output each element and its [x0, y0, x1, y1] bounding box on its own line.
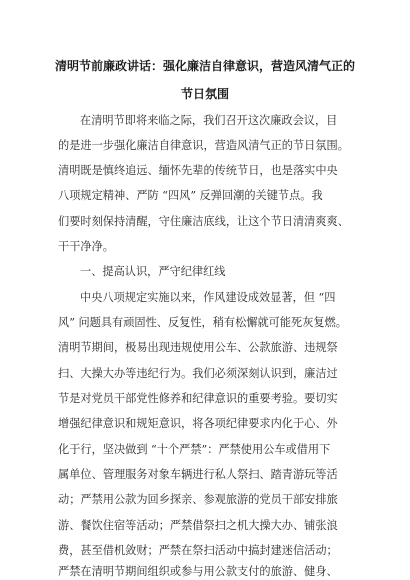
paragraph-line: 清明既是慎终追远、缅怀先辈的传统节日，也是落实中央 — [58, 164, 338, 177]
paragraph-line: 费，甚至借机敛财；严禁在祭扫活动中搞封建迷信活动； — [58, 544, 338, 557]
paragraph-line: 的是进一步强化廉洁自律意识，营造风清气正的节日氛围。 — [58, 139, 349, 152]
paragraph-line: 游、餐饮住宿等活动；严禁借祭扫之机大操大办、铺张浪 — [58, 519, 338, 532]
paragraph-line: 动；严禁用公款为回乡探亲、参观旅游的党员干部安排旅 — [58, 493, 338, 506]
paragraph-line: 扫、大操大办等违纪行为。我们必须深刻认识到，廉洁过 — [58, 367, 338, 380]
paragraph-line: 中央八项规定实施以来，作风建设成效显著，但 “四 — [80, 291, 336, 304]
paragraph-line: 增强纪律意识和规矩意识，将各项纪律要求内化于心、外 — [58, 417, 338, 430]
paragraph-line: 清明节期间，极易出现违规使用公车、公款旅游、违规祭 — [58, 341, 338, 354]
paragraph-line: 在清明节即将来临之际，我们召开这次廉政会议，目 — [80, 114, 338, 127]
paragraph-line: 干干净净。 — [58, 240, 114, 253]
paragraph-line: 属单位、管理服务对象车辆进行私人祭扫、踏青游玩等活 — [58, 468, 338, 481]
paragraph-line: 化于行，坚决做到 “十个严禁”：严禁使用公车或借用下 — [58, 443, 331, 456]
document-title-line-1: 清明节前廉政讲话：强化廉洁自律意识，营造风清气正的 — [54, 59, 355, 73]
paragraph-line: 风” 问题具有顽固性、反复性，稍有松懈就可能死灰复燃。 — [58, 316, 347, 329]
document-title-line-2: 节日氛围 — [180, 87, 229, 101]
paragraph-line: 八项规定精神、严防 “四风” 反弹回潮的关键节点。我 — [58, 189, 323, 202]
section-heading: 一、提高认识，严守纪律红线 — [80, 265, 226, 278]
paragraph-line: 们要时刻保持清醒，守住廉洁底线，让这个节日清清爽爽、 — [58, 215, 349, 228]
paragraph-line: 严禁在清明节期间组织或参与用公款支付的旅游、健身、 — [58, 565, 338, 578]
paragraph-line: 节是对党员干部党性修养和纪律意识的重要考验。要切实 — [58, 392, 338, 405]
